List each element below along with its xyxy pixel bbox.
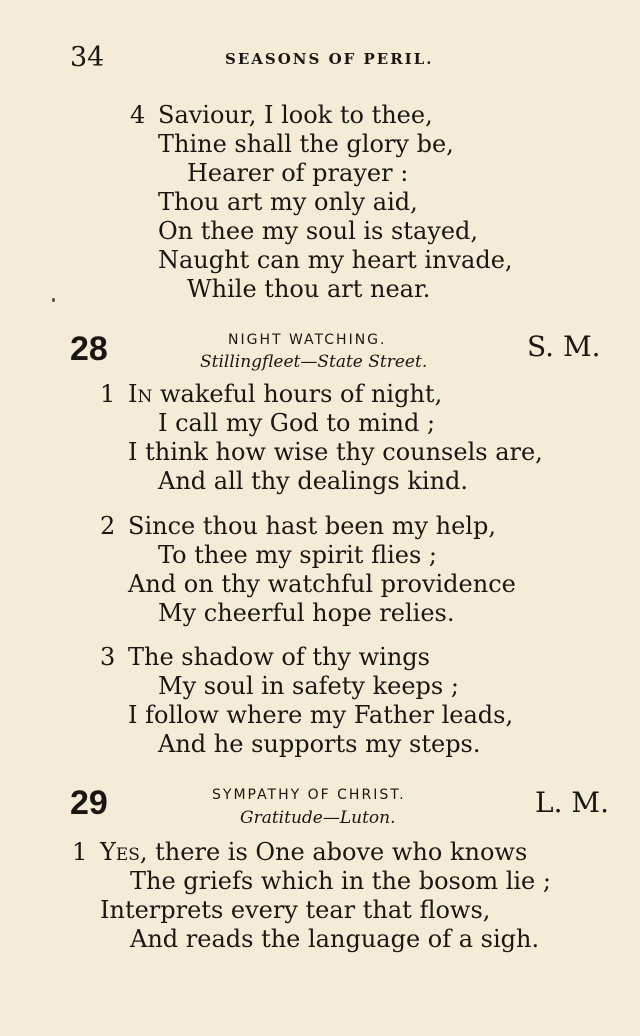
stanza-line: Naught can my heart invade, [158, 246, 513, 274]
stanza-line: While thou art near. [187, 275, 431, 303]
stanza-line: Since thou hast been my help, [128, 512, 496, 540]
stanza-line: And reads the language of a sigh. [130, 925, 540, 953]
stanza-line: My cheerful hope relies. [158, 599, 455, 627]
print-speck [52, 298, 55, 302]
page-number: 34 [70, 42, 105, 73]
stanza-line: The shadow of thy wings [128, 643, 430, 671]
hymn-title: NIGHT WATCHING. [228, 332, 387, 348]
first-line-rest: , there is One above who knows [139, 838, 528, 866]
hymn-number: 29 [70, 784, 108, 822]
stanza-line: Hearer of prayer : [187, 159, 409, 187]
hymn-title: SYMPATHY OF CHRIST. [212, 787, 406, 803]
running-head: SEASONS OF PERIL. [225, 50, 434, 68]
stanza-number: 1 [72, 838, 88, 866]
first-word: In [128, 380, 153, 408]
stanza-line: Saviour, I look to thee, [158, 101, 433, 129]
stanza-line [128, 380, 442, 409]
stanza-number: 4 [130, 101, 146, 129]
hymn-tunes: Stillingfleet—State Street. [200, 352, 428, 372]
first-word: Yes [100, 838, 140, 866]
stanza-line: Thine shall the glory be, [158, 130, 454, 158]
stanza-line: And all thy dealings kind. [158, 467, 469, 495]
stanza-line [100, 838, 527, 867]
stanza-line: Thou art my only aid, [158, 188, 418, 216]
stanza-line: And on thy watchful providence [128, 570, 516, 598]
stanza-line: I think how wise thy counsels are, [128, 438, 543, 466]
stanza-line: And he supports my steps. [158, 730, 481, 758]
stanza-line: I call my God to mind ; [158, 409, 436, 437]
stanza-line: I follow where my Father leads, [128, 701, 514, 729]
hymn-meter: S. M. [527, 330, 601, 363]
first-line-rest: wakeful hours of night, [152, 380, 443, 408]
stanza-line: On thee my soul is stayed, [158, 217, 479, 245]
stanza-number: 3 [100, 643, 116, 671]
stanza-line: To thee my spirit flies ; [158, 541, 437, 569]
stanza-line: My soul in safety keeps ; [158, 672, 459, 700]
stanza-number: 2 [100, 512, 116, 540]
stanza-line: The griefs which in the bosom lie ; [130, 867, 551, 895]
hymn-meter: L. M. [535, 786, 609, 819]
hymn-tunes: Gratitude—Luton. [240, 808, 396, 828]
hymn-number: 28 [70, 330, 108, 368]
stanza-line: Interprets every tear that flows, [100, 896, 491, 924]
stanza-number: 1 [100, 380, 116, 408]
